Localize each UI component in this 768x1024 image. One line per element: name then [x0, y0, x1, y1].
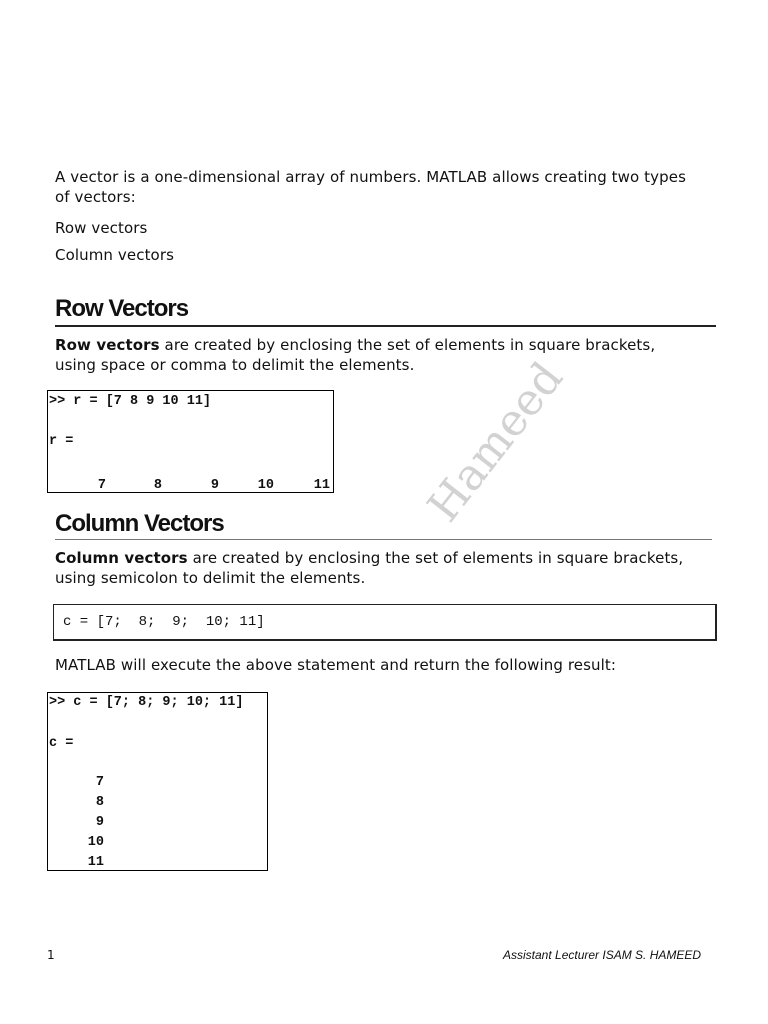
column-statement: c = [7; 8; 9; 10; 11] [63, 614, 265, 630]
watermark: Hameed [418, 352, 574, 532]
column-vector-value: 7 [95, 775, 104, 790]
column-vectors-heading-rule [55, 539, 712, 540]
column-vectors-description [55, 548, 711, 588]
row-vector-value: 11 [313, 478, 330, 493]
row-vectors-desc-line-1 [55, 335, 715, 355]
list-item-row-vectors: Row vectors [55, 219, 148, 237]
row-vector-var: r = [49, 434, 74, 449]
row-vector-value: 8 [153, 478, 162, 493]
column-vectors-desc-line-2: using semicolon to delimit the elements. [55, 569, 366, 587]
row-vector-value: 7 [97, 478, 106, 493]
column-vectors-heading: Column Vectors [55, 510, 224, 537]
column-vectors-term: Column vectors [55, 549, 188, 567]
list-item-column-vectors: Column vectors [55, 246, 175, 264]
row-vector-value: 10 [257, 478, 274, 493]
column-vector-command: >> c = [7; 8; 9; 10; 11] [49, 695, 244, 710]
result-intro-text: MATLAB will execute the above statement and return the following result: [55, 656, 617, 674]
row-vectors-desc-rest: are created by enclosing the set of elements in square brackets, [159, 336, 656, 354]
page-number: 1 [47, 948, 55, 962]
column-vectors-desc-rest: are created by enclosing the set of elements in square brackets, [187, 549, 684, 567]
column-vector-var: c = [49, 736, 74, 751]
column-vector-value: 8 [95, 795, 104, 810]
intro-line-2: of vectors: [55, 188, 136, 206]
footer-author: Assistant Lecturer ISAM S. HAMEED [503, 948, 702, 962]
column-vector-value: 9 [95, 815, 104, 830]
row-vectors-heading: Row Vectors [55, 295, 189, 322]
row-vector-value: 9 [210, 478, 219, 493]
row-vector-command: >> r = [7 8 9 10 11] [49, 394, 212, 409]
row-vectors-description [55, 335, 715, 375]
column-vector-value: 11 [87, 855, 104, 870]
column-vectors-desc-line-1 [55, 548, 711, 568]
row-vectors-desc-line-2: using space or comma to delimit the elements. [55, 356, 415, 374]
intro-line-1: A vector is a one-dimensional array of numbers. MATLAB allows creating two types [55, 168, 687, 186]
column-vector-value: 10 [87, 835, 104, 850]
row-vectors-heading-rule [55, 325, 716, 327]
row-vectors-term: Row vectors [55, 336, 160, 354]
